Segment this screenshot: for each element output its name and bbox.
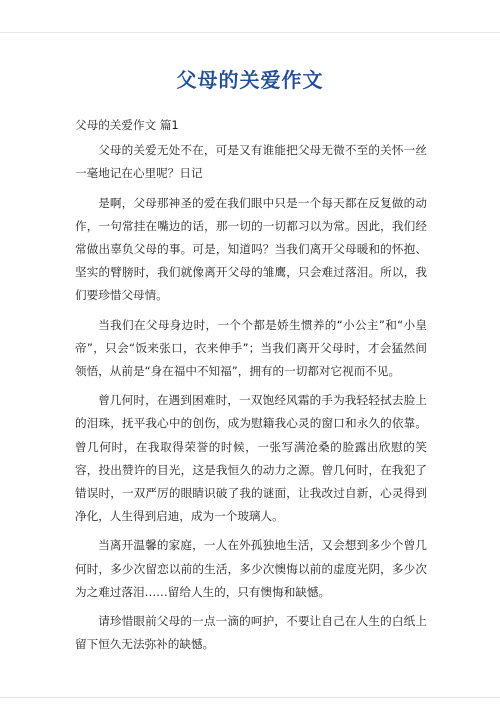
section-heading: 父母的关爱作文 篇1	[75, 118, 179, 132]
document-title: 父母的关爱作文	[176, 68, 324, 92]
paragraph: 父母的关爱无处不在，可是又有谁能把父母无微不至的关怀一丝一毫地记在心里呢？日记	[75, 143, 427, 181]
paragraph: 当我们在父母身边时，一个个都是娇生惯养的“小公主”和“小皇帝”，只会“饭来张口，衣来伸手”；当我们离开父母时，才会猛然间领悟，从前是“身在福中不知福”，拥有的一切都对它视而不见。	[75, 317, 427, 379]
paragraph: 是啊，父母那神圣的爱在我们眼中只是一个每天都在反复做的动作，一句常挂在嘴边的话，那一切的一切都习以为常。因此，我们经常做出辜负父母的事。可是，知道吗？当我们离开父母暖和的怀抱、坚实的臂膀时，我们就像离开父母的雏鹰，只会难过落泪。所以，我们要珍惜父母情。	[75, 195, 427, 303]
paragraph: 当离开温馨的家庭，一人在外孤独地生活，又会想到多少个曾几何时，多少次留恋以前的生活，多少次懊悔以前的虚度光阴，多少次为之难过落泪……留给人生的，只有懊悔和缺憾。	[75, 538, 427, 599]
top-rule	[0, 32, 500, 33]
document-body	[75, 114, 427, 662]
paragraph: 请珍惜眼前父母的一点一滴的呵护，不要让自己在人生的白纸上留下恒久无法弥补的缺憾。	[75, 614, 427, 652]
bottom-rule	[0, 697, 500, 698]
paragraph: 曾几何时，在遇到困难时，一双饱经风霜的手为我轻轻拭去脸上的泪珠，抚平我心中的创伤，成为慰籍我心灵的窗口和永久的依靠。曾几何时，在我取得荣誉的时候，一张写满沧桑的脸露出欣慰的笑容，投出赞许的目光，这是我恒久的动力之源。曾几何时，在我犯了错误时，一双严厉的眼睛识破了我的谜面，让我改过自新，心灵得到净化，人生得到启迪，成为一个玻璃人。	[75, 393, 427, 524]
